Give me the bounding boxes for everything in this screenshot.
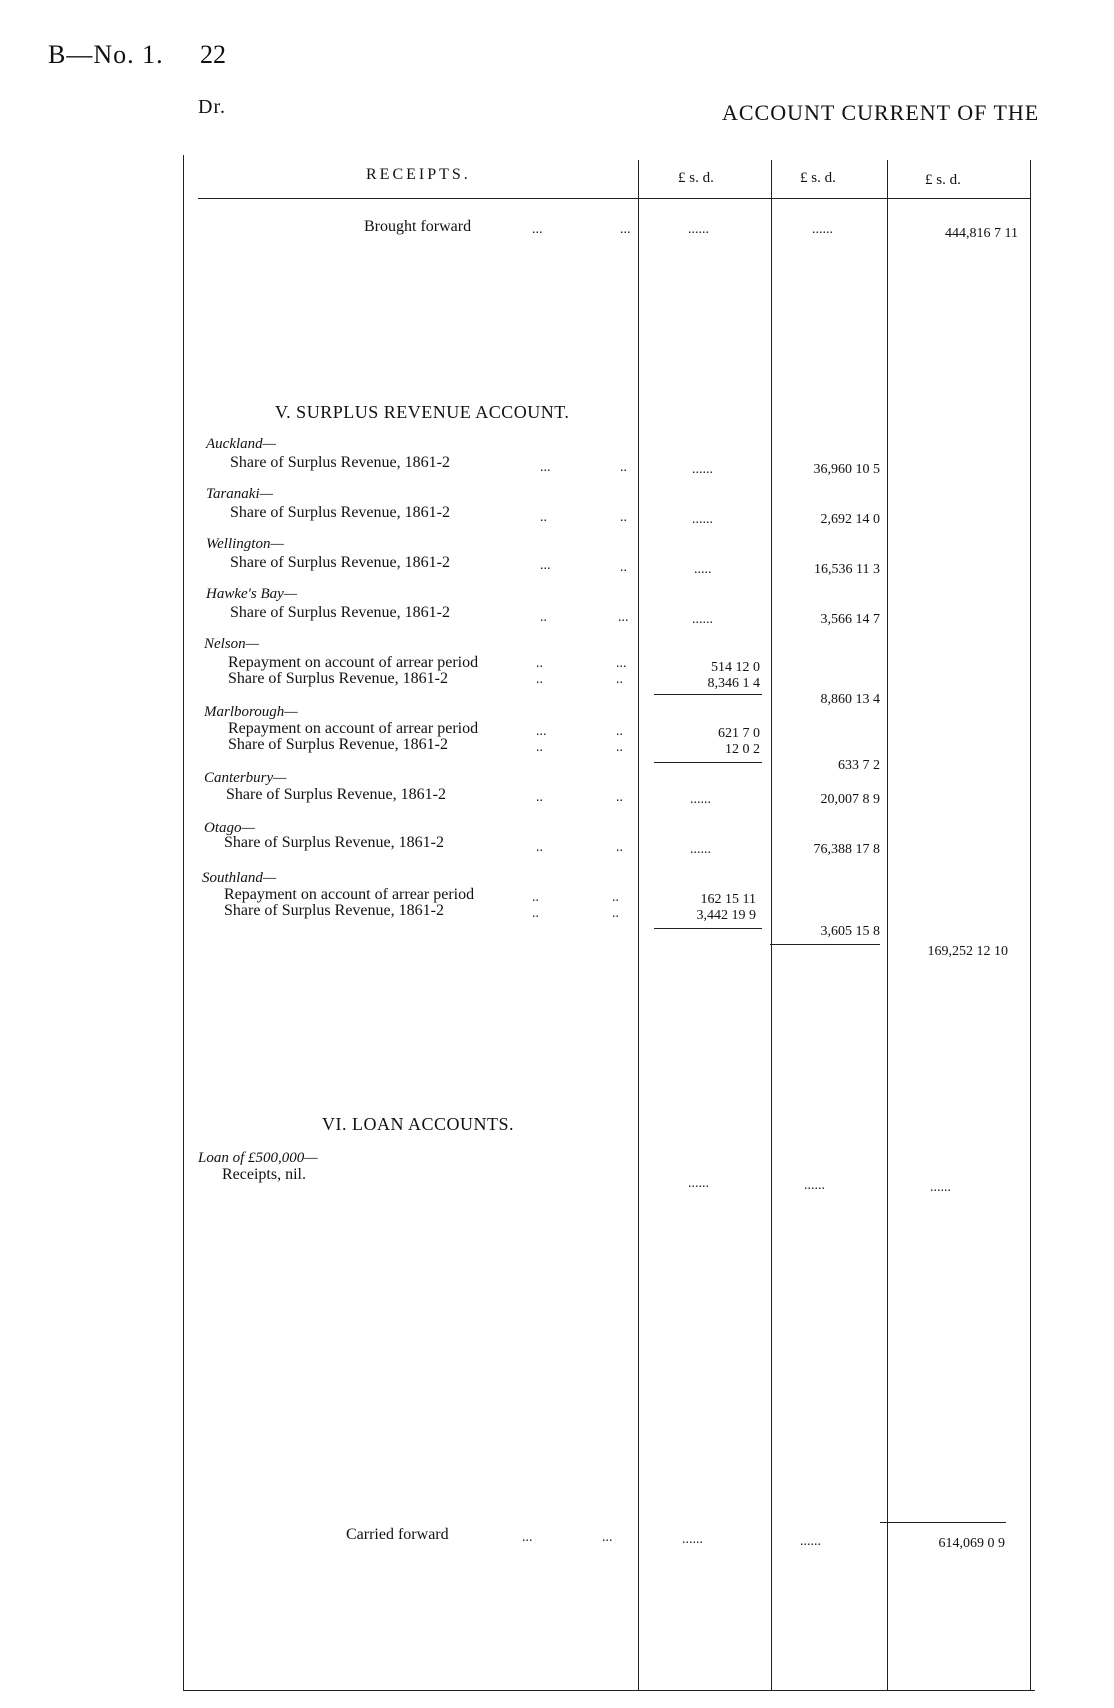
subtotal-value: 633 7 2 bbox=[838, 758, 880, 773]
subtotal-rule bbox=[654, 762, 762, 763]
dots: .. bbox=[616, 672, 623, 687]
col2-lsd-heading: £ s. d. bbox=[800, 170, 836, 186]
col2-value: 36,960 10 5 bbox=[813, 462, 880, 477]
col2-value: 76,388 17 8 bbox=[813, 842, 880, 857]
dots: ... bbox=[620, 222, 631, 237]
entry-text: Share of Surplus Revenue, 1861-2 bbox=[224, 834, 444, 851]
entry-text: Share of Surplus Revenue, 1861-2 bbox=[230, 504, 450, 521]
dots: .. bbox=[536, 672, 543, 687]
brought-forward-total: 444,816 7 11 bbox=[945, 226, 1018, 241]
dots: .. bbox=[536, 840, 543, 855]
entry-text: Repayment on account of arrear period bbox=[224, 886, 475, 903]
section-total: 169,252 12 10 bbox=[927, 944, 1008, 959]
dots: .. bbox=[616, 790, 623, 805]
dots: .. bbox=[616, 740, 623, 755]
col1-value: ...... bbox=[682, 1532, 703, 1547]
dots: ... bbox=[540, 558, 551, 573]
entry-text: Share of Surplus Revenue, 1861-2 bbox=[228, 670, 448, 687]
province-label: Canterbury— bbox=[204, 770, 287, 786]
col1-value: ..... bbox=[694, 562, 712, 577]
dots: ... bbox=[522, 1530, 533, 1545]
carried-forward-label: Carried forward bbox=[346, 1526, 449, 1543]
col1-value: 12 0 2 bbox=[725, 742, 760, 757]
dots: ... bbox=[532, 222, 543, 237]
col3-value: ...... bbox=[930, 1180, 951, 1195]
entry-text: Share of Surplus Revenue, 1861-2 bbox=[230, 604, 450, 621]
brought-forward-label: Brought forward bbox=[364, 218, 472, 235]
entry-text: Share of Surplus Revenue, 1861-2 bbox=[228, 736, 448, 753]
section-title: V. SURPLUS REVENUE ACCOUNT. bbox=[275, 402, 570, 422]
section-title: VI. LOAN ACCOUNTS. bbox=[322, 1114, 515, 1134]
entry-text: Share of Surplus Revenue, 1861-2 bbox=[224, 902, 444, 919]
dots: .. bbox=[540, 610, 547, 625]
table-col3-border bbox=[887, 160, 888, 1690]
province-label: Auckland— bbox=[206, 436, 276, 452]
col1-value: ...... bbox=[688, 222, 709, 237]
province-label: Wellington— bbox=[206, 536, 284, 552]
col1-lsd-heading: £ s. d. bbox=[678, 170, 714, 186]
col3-lsd-heading: £ s. d. bbox=[925, 172, 961, 188]
col2-value: ...... bbox=[812, 222, 833, 237]
dots: .. bbox=[616, 840, 623, 855]
col1-value: 514 12 0 bbox=[711, 660, 760, 675]
page-title: ACCOUNT CURRENT OF THE bbox=[722, 100, 1040, 125]
province-label: Hawke's Bay— bbox=[206, 586, 298, 602]
dots: ... bbox=[618, 610, 629, 625]
col1-value: 8,346 1 4 bbox=[707, 676, 760, 691]
entry-text: Repayment on account of arrear period bbox=[228, 720, 479, 737]
table-right-border bbox=[1030, 160, 1031, 1690]
dots: .. bbox=[616, 724, 623, 739]
col1-value: ...... bbox=[690, 842, 711, 857]
province-label: Marlborough— bbox=[204, 704, 298, 720]
dots: ... bbox=[540, 460, 551, 475]
table-col1-border bbox=[638, 160, 639, 1690]
dots: .. bbox=[612, 906, 619, 921]
province-label: Southland— bbox=[202, 870, 277, 886]
table-left-border bbox=[183, 155, 184, 1690]
col1-value: ...... bbox=[692, 462, 713, 477]
section-total-rule bbox=[770, 944, 880, 945]
carried-total-rule bbox=[880, 1522, 1006, 1523]
col2-value: ...... bbox=[804, 1178, 825, 1193]
dots: .. bbox=[536, 740, 543, 755]
col2-value: 2,692 14 0 bbox=[820, 512, 880, 527]
debit-marker: Dr. bbox=[198, 96, 226, 118]
document-reference: B—No. 1. bbox=[48, 40, 164, 69]
dots: .. bbox=[620, 510, 627, 525]
page-number: 22 bbox=[200, 40, 226, 69]
col1-value: ...... bbox=[688, 1176, 709, 1191]
province-label: Nelson— bbox=[204, 636, 260, 652]
loan-receipts: Receipts, nil. bbox=[222, 1166, 306, 1183]
province-label: Taranaki— bbox=[206, 486, 273, 502]
dots: ... bbox=[602, 1530, 613, 1545]
entry-text: Share of Surplus Revenue, 1861-2 bbox=[230, 554, 450, 571]
col2-value: 16,536 11 3 bbox=[814, 562, 880, 577]
dots: .. bbox=[612, 890, 619, 905]
dots: ... bbox=[616, 656, 627, 671]
dots: .. bbox=[536, 656, 543, 671]
dots: .. bbox=[532, 890, 539, 905]
col2-value: 20,007 8 9 bbox=[820, 792, 880, 807]
receipts-heading: RECEIPTS. bbox=[366, 166, 471, 183]
col1-value: ...... bbox=[690, 792, 711, 807]
entry-text: Share of Surplus Revenue, 1861-2 bbox=[226, 786, 446, 803]
col1-value: 162 15 11 bbox=[700, 892, 756, 907]
dots: .. bbox=[532, 906, 539, 921]
col1-value: 621 7 0 bbox=[718, 726, 760, 741]
entry-text: Share of Surplus Revenue, 1861-2 bbox=[230, 454, 450, 471]
loan-label: Loan of £500,000— bbox=[198, 1150, 318, 1166]
col1-value: ...... bbox=[692, 512, 713, 527]
subtotal-rule bbox=[654, 928, 762, 929]
dots: .. bbox=[620, 560, 627, 575]
dots: ... bbox=[536, 724, 547, 739]
entry-text: Repayment on account of arrear period bbox=[228, 654, 479, 671]
subtotal-rule bbox=[654, 694, 762, 695]
col1-value: 3,442 19 9 bbox=[696, 908, 756, 923]
header-rule bbox=[198, 198, 1030, 199]
col2-value: ...... bbox=[800, 1534, 821, 1549]
dots: .. bbox=[540, 510, 547, 525]
col2-value: 3,566 14 7 bbox=[820, 612, 880, 627]
bottom-rule bbox=[183, 1690, 1035, 1691]
subtotal-value: 8,860 13 4 bbox=[820, 692, 880, 707]
dots: .. bbox=[536, 790, 543, 805]
province-label: Otago— bbox=[204, 820, 255, 836]
table-col2-border bbox=[771, 160, 772, 1690]
dots: .. bbox=[620, 460, 627, 475]
subtotal-value: 3,605 15 8 bbox=[820, 924, 880, 939]
col1-value: ...... bbox=[692, 612, 713, 627]
carried-forward-total: 614,069 0 9 bbox=[938, 1536, 1005, 1551]
